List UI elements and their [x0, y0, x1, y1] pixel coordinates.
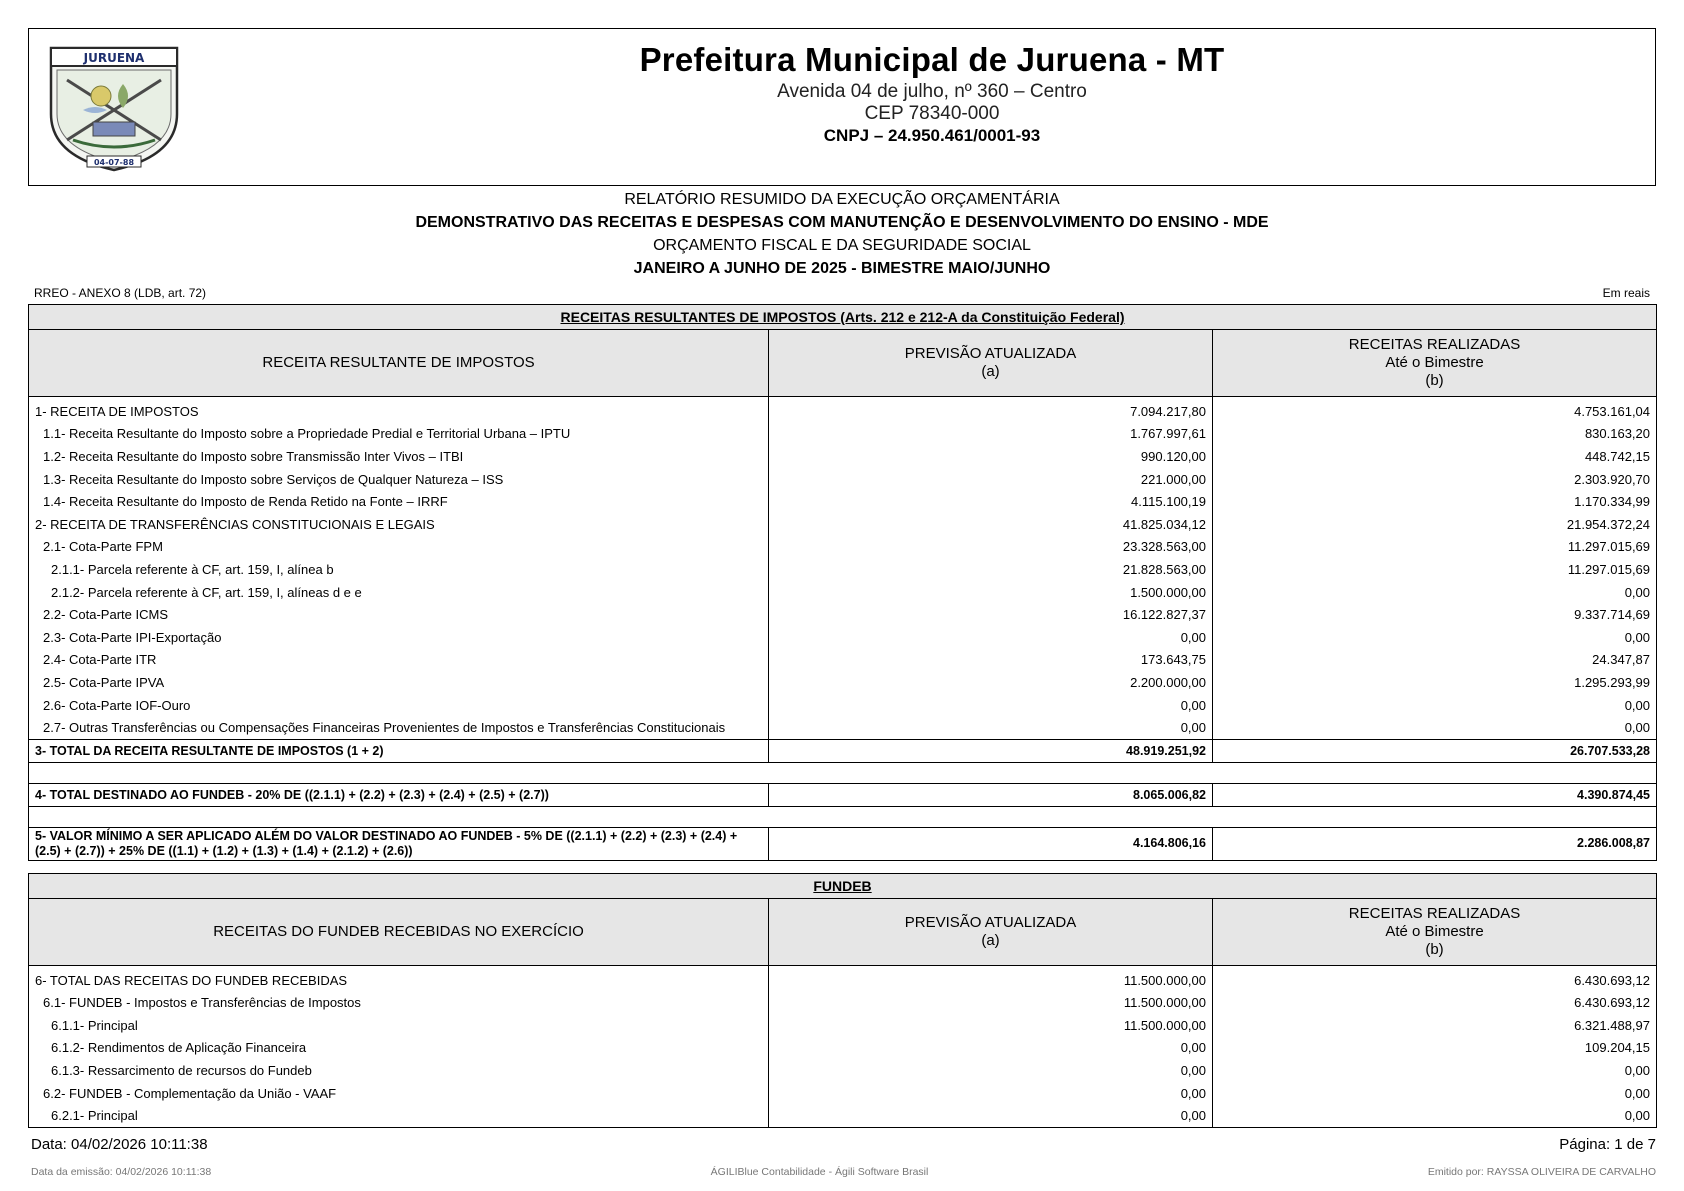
total-row-4	[29, 783, 1657, 806]
row-realized: 6.321.488,97	[1213, 1014, 1657, 1037]
cnpj: CNPJ – 24.950.461/0001-93	[823, 126, 1041, 145]
fundeb-realized-header-line2: Até o Bimestre	[1385, 922, 1484, 940]
row-label: 1.2- Receita Resultante do Imposto sobre Transmissão Inter Vivos – ITBI	[29, 445, 769, 468]
table-row	[29, 992, 1657, 1015]
row-forecast: 0,00	[769, 1104, 1213, 1127]
row-forecast: 0,00	[769, 1059, 1213, 1082]
table-row	[29, 513, 1657, 536]
row-realized: 0,00	[1213, 716, 1657, 739]
forecast-header-line1: PREVISÃO ATUALIZADA	[904, 345, 1077, 362]
row-forecast: 990.120,00	[769, 445, 1213, 468]
row-forecast: 0,00	[769, 1082, 1213, 1105]
row-realized: 1.295.293,99	[1213, 671, 1657, 694]
row-realized: 448.742,15	[1213, 445, 1657, 468]
total-row-5	[29, 827, 1657, 860]
row-forecast: 11.500.000,00	[769, 965, 1213, 991]
row-realized: 0,00	[1213, 581, 1657, 604]
table-row	[29, 423, 1657, 446]
fundeb-realized-header-line3: (b)	[1425, 940, 1444, 958]
revenue-table	[28, 304, 1657, 861]
row-forecast: 21.828.563,00	[769, 558, 1213, 581]
header-box	[28, 28, 1656, 186]
page-footer-meta	[31, 1166, 1656, 1178]
report-titles	[28, 188, 1656, 280]
fundeb-section-title-row	[29, 873, 1657, 898]
fundeb-forecast-header-line1: PREVISÃO ATUALIZADA	[904, 913, 1077, 931]
row-realized: 11.297.015,69	[1213, 536, 1657, 559]
column-header-fundeb-revenue: RECEITAS DO FUNDEB RECEBIDAS NO EXERCÍCIO	[29, 898, 769, 965]
table-row	[29, 1059, 1657, 1082]
footer-date: Data: 04/02/2026 10:11:38	[31, 1136, 208, 1153]
section-title: RECEITAS RESULTANTES DE IMPOSTOS (Arts. 212 e 212-A da Constituição Federal)	[29, 305, 1657, 330]
header-text	[329, 39, 1535, 147]
column-header-fundeb-realized	[1213, 898, 1657, 965]
column-header-fundeb-forecast	[769, 898, 1213, 965]
total-row-3	[29, 739, 1657, 762]
realized-header-line3: (b)	[1425, 372, 1444, 389]
table-row	[29, 649, 1657, 672]
row-forecast: 41.825.034,12	[769, 513, 1213, 536]
row-realized: 21.954.372,24	[1213, 513, 1657, 536]
table-row	[29, 1082, 1657, 1105]
row-realized: 6.430.693,12	[1213, 965, 1657, 991]
row-forecast: 1.500.000,00	[769, 581, 1213, 604]
minimum-value-forecast: 4.164.806,16	[769, 827, 1213, 860]
row-label: 6.1.1- Principal	[29, 1014, 769, 1037]
meta-row	[28, 286, 1656, 300]
row-forecast: 1.767.997,61	[769, 423, 1213, 446]
fundeb-table	[28, 873, 1657, 1128]
fundeb-destined-label: 4- TOTAL DESTINADO AO FUNDEB - 20% DE ((2.1.1) + (2.2) + (2.3) + (2.4) + (2.5) + (2.7))	[29, 783, 769, 806]
table-row	[29, 965, 1657, 991]
row-realized: 109.204,15	[1213, 1037, 1657, 1060]
municipal-crest-icon	[43, 44, 185, 174]
fundeb-table-body	[29, 965, 1657, 1127]
table-row	[29, 1014, 1657, 1037]
column-header-forecast	[769, 330, 1213, 397]
row-forecast: 0,00	[769, 716, 1213, 739]
row-forecast: 0,00	[769, 694, 1213, 717]
row-label: 2.3- Cota-Parte IPI-Exportação	[29, 626, 769, 649]
realized-header-line1: RECEITAS REALIZADAS	[1348, 336, 1521, 353]
fundeb-forecast-header-line2: (a)	[981, 931, 1000, 949]
row-label: 2.4- Cota-Parte ITR	[29, 649, 769, 672]
minimum-value-label: 5- VALOR MÍNIMO A SER APLICADO ALÉM DO VALOR DESTINADO AO FUNDEB - 5% DE ((2.1.1) + (2.2) + (2.3) + (2.4) + (2.5) + (2.7)) + 25% DE ((1.1) + (1.2) + (1.3) + (1.4) + (2.1.2) + (2.6))	[29, 827, 769, 860]
row-realized: 0,00	[1213, 1059, 1657, 1082]
footer-page-number: Página: 1 de 7	[1559, 1136, 1656, 1153]
report-page	[28, 28, 1656, 1128]
table-row	[29, 1037, 1657, 1060]
column-header-revenue: RECEITA RESULTANTE DE IMPOSTOS	[29, 330, 769, 397]
address: Avenida 04 de julho, nº 360 – Centro	[777, 81, 1087, 102]
svg-text:04-07-88: 04-07-88	[93, 158, 135, 167]
row-forecast: 0,00	[769, 1037, 1213, 1060]
row-label: 6.1.3- Ressarcimento de recursos do Fundeb	[29, 1059, 769, 1082]
report-title-2: DEMONSTRATIVO DAS RECEITAS E DESPESAS COM MANUTENÇÃO E DESENVOLVIMENTO DO ENSINO - MDE	[415, 214, 1269, 231]
row-realized: 4.753.161,04	[1213, 397, 1657, 423]
row-forecast: 23.328.563,00	[769, 536, 1213, 559]
row-label: 2.2- Cota-Parte ICMS	[29, 603, 769, 626]
row-forecast: 2.200.000,00	[769, 671, 1213, 694]
svg-text:JURUENA: JURUENA	[83, 51, 145, 65]
report-title-3: ORÇAMENTO FISCAL E DA SEGURIDADE SOCIAL	[653, 237, 1031, 254]
row-label: 1.3- Receita Resultante do Imposto sobre Serviços de Qualquer Natureza – ISS	[29, 468, 769, 491]
table-row	[29, 490, 1657, 513]
row-realized: 24.347,87	[1213, 649, 1657, 672]
unit-label: Em reais	[1602, 286, 1650, 300]
table-row	[29, 694, 1657, 717]
row-label: 1- RECEITA DE IMPOSTOS	[29, 397, 769, 423]
total-label: 3- TOTAL DA RECEITA RESULTANTE DE IMPOSTOS (1 + 2)	[29, 739, 769, 762]
row-label: 1.1- Receita Resultante do Imposto sobre a Propriedade Predial e Territorial Urbana – IPTU	[29, 423, 769, 446]
column-header-realized	[1213, 330, 1657, 397]
table-row	[29, 671, 1657, 694]
row-realized: 0,00	[1213, 694, 1657, 717]
municipality-title: Prefeitura Municipal de Juruena - MT	[639, 41, 1225, 78]
row-label: 6.2- FUNDEB - Complementação da União - VAAF	[29, 1082, 769, 1105]
row-forecast: 4.115.100,19	[769, 490, 1213, 513]
realized-header-line2: Até o Bimestre	[1385, 354, 1484, 371]
table-row	[29, 468, 1657, 491]
forecast-header-line2: (a)	[981, 363, 1000, 380]
table-row	[29, 603, 1657, 626]
row-label: 2.1.1- Parcela referente à CF, art. 159, I, alínea b	[29, 558, 769, 581]
table-row	[29, 397, 1657, 423]
report-title-1: RELATÓRIO RESUMIDO DA EXECUÇÃO ORÇAMENTÁRIA	[624, 191, 1060, 208]
row-forecast: 0,00	[769, 626, 1213, 649]
row-forecast: 173.643,75	[769, 649, 1213, 672]
table-row	[29, 536, 1657, 559]
page-footer	[31, 1136, 1656, 1153]
row-forecast: 7.094.217,80	[769, 397, 1213, 423]
annex-label: RREO - ANEXO 8 (LDB, art. 72)	[34, 286, 207, 300]
table-row	[29, 626, 1657, 649]
row-label: 1.4- Receita Resultante do Imposto de Renda Retido na Fonte – IRRF	[29, 490, 769, 513]
section-title-row	[29, 305, 1657, 330]
cep: CEP 78340-000	[864, 103, 1000, 124]
fundeb-column-header-row	[29, 898, 1657, 965]
footer-emission-date: Data da emissão: 04/02/2026 10:11:38	[31, 1166, 212, 1178]
minimum-value-realized: 2.286.008,87	[1213, 827, 1657, 860]
row-realized: 0,00	[1213, 626, 1657, 649]
column-header-row	[29, 330, 1657, 397]
fundeb-section-title: FUNDEB	[29, 873, 1657, 898]
row-forecast: 11.500.000,00	[769, 1014, 1213, 1037]
total-realized: 26.707.533,28	[1213, 739, 1657, 762]
row-label: 6.1.2- Rendimentos de Aplicação Financeira	[29, 1037, 769, 1060]
table-row	[29, 581, 1657, 604]
table-row	[29, 558, 1657, 581]
spacer-row	[29, 762, 1657, 783]
revenue-table-body	[29, 397, 1657, 740]
row-realized: 1.170.334,99	[1213, 490, 1657, 513]
spacer-row	[29, 806, 1657, 827]
fundeb-destined-realized: 4.390.874,45	[1213, 783, 1657, 806]
row-forecast: 221.000,00	[769, 468, 1213, 491]
row-label: 6- TOTAL DAS RECEITAS DO FUNDEB RECEBIDAS	[29, 965, 769, 991]
row-label: 2- RECEITA DE TRANSFERÊNCIAS CONSTITUCIONAIS E LEGAIS	[29, 513, 769, 536]
row-realized: 2.303.920,70	[1213, 468, 1657, 491]
row-realized: 11.297.015,69	[1213, 558, 1657, 581]
table-row	[29, 716, 1657, 739]
fundeb-destined-forecast: 8.065.006,82	[769, 783, 1213, 806]
report-period: JANEIRO A JUNHO DE 2025 - BIMESTRE MAIO/JUNHO	[633, 260, 1051, 277]
row-label: 6.2.1- Principal	[29, 1104, 769, 1127]
row-label: 2.1.2- Parcela referente à CF, art. 159, I, alíneas d e e	[29, 581, 769, 604]
row-realized: 6.430.693,12	[1213, 992, 1657, 1015]
row-realized: 9.337.714,69	[1213, 603, 1657, 626]
table-row	[29, 1104, 1657, 1127]
fundeb-realized-header-line1: RECEITAS REALIZADAS	[1348, 904, 1521, 922]
row-realized: 0,00	[1213, 1104, 1657, 1127]
row-label: 2.7- Outras Transferências ou Compensações Financeiras Provenientes de Impostos e Transferências Constitucionais	[29, 716, 769, 739]
row-label: 2.6- Cota-Parte IOF-Ouro	[29, 694, 769, 717]
footer-issuer: Emitido por: RAYSSA OLIVEIRA DE CARVALHO	[1427, 1166, 1656, 1178]
row-label: 6.1- FUNDEB - Impostos e Transferências de Impostos	[29, 992, 769, 1015]
row-forecast: 11.500.000,00	[769, 992, 1213, 1015]
footer-software: ÁGILIBlue Contabilidade - Ágili Software Brasil	[710, 1166, 929, 1178]
total-forecast: 48.919.251,92	[769, 739, 1213, 762]
table-row	[29, 445, 1657, 468]
row-realized: 0,00	[1213, 1082, 1657, 1105]
row-forecast: 16.122.827,37	[769, 603, 1213, 626]
row-label: 2.1- Cota-Parte FPM	[29, 536, 769, 559]
row-realized: 830.163,20	[1213, 423, 1657, 446]
row-label: 2.5- Cota-Parte IPVA	[29, 671, 769, 694]
